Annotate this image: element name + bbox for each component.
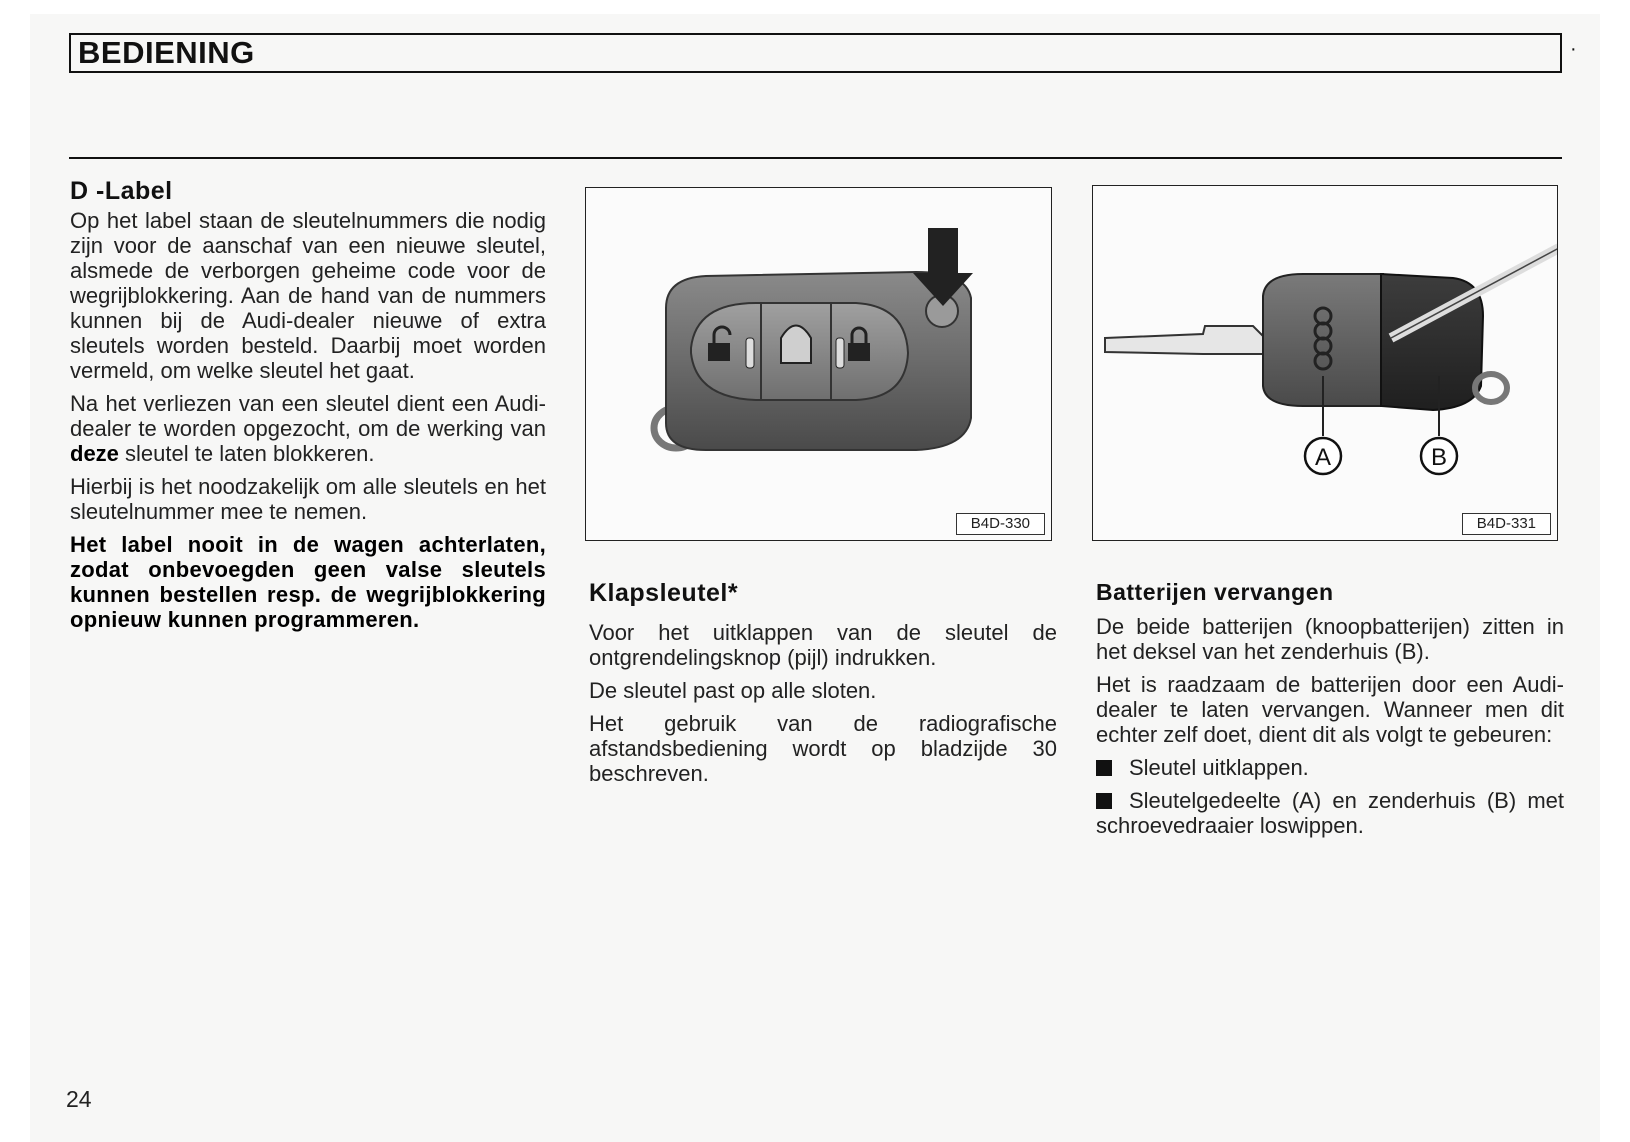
figure-folding-key <box>585 187 1052 541</box>
klapsleutel-paragraph-3: Het gebruik van de radiografische afstandsbediening wordt op bladzijde 30 beschreven. <box>589 711 1057 786</box>
unlock-button-icon <box>708 343 730 361</box>
batterijen-paragraph-2: Het is raadzaam de batterijen door een Audi-dealer te laten vervangen. Wanneer men dit echter zelf doet, dient dit als volgt te gebeuren: <box>1096 672 1564 747</box>
arrow-indicator-icon <box>928 228 958 273</box>
bullet-square-icon <box>1096 760 1112 776</box>
left-column <box>70 176 546 640</box>
klapsleutel-heading: Klapsleutel* <box>589 579 739 607</box>
klapsleutel-paragraph-2: De sleutel past op alle sloten. <box>589 678 877 703</box>
page-number: 24 <box>66 1086 92 1112</box>
battery-replacement-illustration <box>1093 186 1558 541</box>
section-header-box <box>69 33 1562 73</box>
d-label-heading: D -Label <box>70 177 173 205</box>
bullet-item-2: Sleutelgedeelte (A) en zenderhuis (B) met schroevedraaier loswippen. <box>1096 788 1564 838</box>
trunk-button-icon <box>781 326 811 364</box>
d-label-paragraph-3: Hierbij is het noodzakelijk om alle sleutels en het sleutelnummer mee te nemen. <box>70 474 546 524</box>
folding-key-illustration <box>586 188 1052 541</box>
header-dot: · <box>1570 38 1577 60</box>
batterijen-heading: Batterijen vervangen <box>1096 579 1334 605</box>
right-column <box>1096 578 1564 846</box>
lock-button-icon <box>848 343 870 361</box>
middle-column <box>589 578 1057 794</box>
horizontal-rule <box>69 157 1562 159</box>
bullet-square-icon <box>1096 793 1112 809</box>
emphasis-deze: deze <box>70 441 119 466</box>
d-label-warning: Het label nooit in de wagen achterlaten, zodat onbevoegden geen valse sleutels kunnen bestellen resp. de wegrijblokkering opnieuw kunnen programmeren. <box>70 532 546 632</box>
key-blade-shape <box>1105 326 1263 354</box>
klapsleutel-paragraph-1: Voor het uitklappen van de sleutel de ontgrendelingsknop (pijl) indrukken. <box>589 620 1057 670</box>
callout-b-label: B <box>1430 444 1448 471</box>
callout-a-label: A <box>1314 444 1332 471</box>
bullet-item-1: Sleutel uitklappen. <box>1096 755 1564 780</box>
section-header-title: BEDIENING <box>78 35 255 70</box>
batterijen-paragraph-1: De beide batterijen (knoopbatterijen) zitten in het deksel van het zenderhuis (B). <box>1096 614 1564 664</box>
d-label-paragraph-1: Op het label staan de sleutelnummers die nodig zijn voor de aanschaf van een nieuwe sleutel, alsmede de verborgen geheime code voor de wegrijblokkering. Aan de hand van de nummers kunnen bij de Audi-dealer nieuwe of extra sleutels worden besteld. Daarbij moet worden vermeld, om welke sleutel het gaat. <box>70 208 546 383</box>
figure-2-label: B4D-331 <box>1462 513 1551 535</box>
figure-1-label: B4D-330 <box>956 513 1045 535</box>
figure-battery-replacement <box>1092 185 1558 541</box>
d-label-paragraph-2: Na het verliezen van een sleutel dient een Audi-dealer te worden opgezocht, om de werking van deze sleutel te laten blokkeren. <box>70 391 546 466</box>
